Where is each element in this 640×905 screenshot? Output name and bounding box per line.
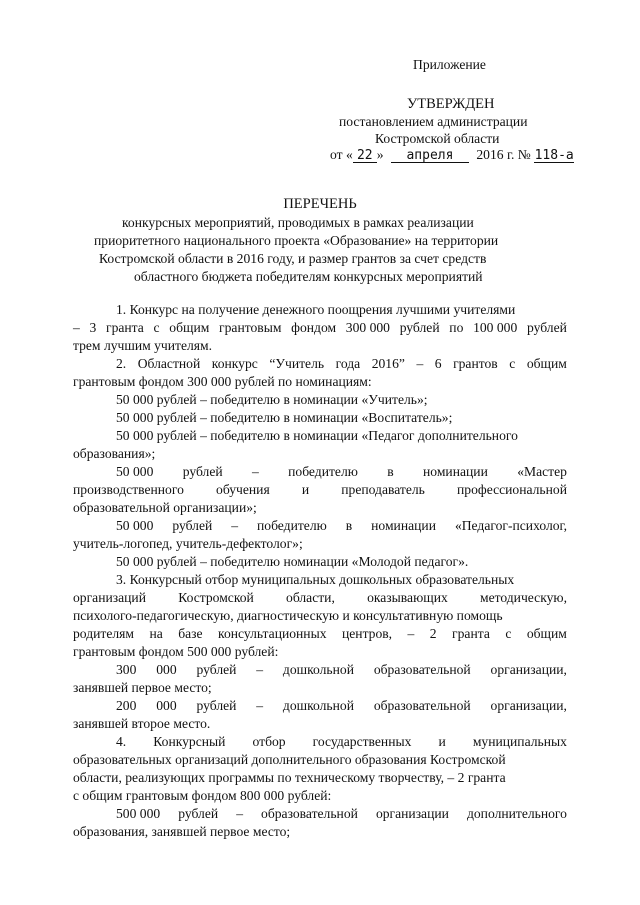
word: организации, [490,698,567,713]
word: Костромской [178,590,254,605]
date-month: апреля [391,149,469,163]
word: оказывающих [367,590,448,605]
word: профессиональной [457,482,567,497]
item-3-line-1: 3. Конкурсный отбор муниципальных дошкольных образовательных [116,572,515,587]
word: – [407,626,415,641]
item-1-line-1: 1. Конкурс на получение денежного поощрения лучшими учителями [116,302,516,317]
word: “Учитель [269,356,325,371]
item-4-grant-1-cont: образования, занявшей первое место; [73,824,291,839]
item-2-nom-3: 50 000 рублей – победителю в номинации «Педагог дополнительного [116,428,518,443]
decree-number: 118-а [534,148,574,163]
word: организации [375,806,449,821]
word: «Мастер [517,464,567,479]
word: рублей [196,662,237,677]
word: 300 000 [345,320,390,335]
word: гранта [452,626,490,641]
item-2-line-1 [116,355,567,372]
item-4-line-2: образовательных организаций дополнительного образования Костромской [73,752,506,767]
word: общим [169,320,210,335]
title-line-4: областного бюджета победителям конкурсных мероприятий [134,269,483,284]
word: на [149,626,163,641]
item-2-nom-5 [116,517,567,534]
date-prefix: от « [330,147,353,162]
word: в [345,518,353,533]
item-2-nom-4 [116,463,567,480]
word: 100 000 [473,320,518,335]
word: с [505,626,512,641]
item-3-grant-2 [116,697,567,714]
item-2-nom-4-cont-1 [73,481,567,498]
word: и [301,482,310,497]
word: «Педагог-психолог, [454,518,567,533]
word: Конкурсный [153,734,226,749]
title-line-1: конкурсных мероприятий, проводимых в рамках реализации [122,215,474,230]
word: образовательной [261,806,358,821]
word: 2 [429,626,437,641]
word: с [153,320,160,335]
word: номинации [423,464,488,479]
word: рублей [196,698,237,713]
word: Областной [137,356,201,371]
word: 2. [116,356,127,371]
word: рублей [182,464,223,479]
word: организаций [73,590,146,605]
word: рублей [526,320,567,335]
item-2-nom-6: 50 000 рублей – победителю номинации «Молодой педагог». [116,554,469,569]
word: – [73,320,80,335]
approved-label: УТВЕРЖДЕН [407,96,495,112]
word: с [509,356,516,371]
word: образовательной [373,662,471,677]
item-3-grant-1-cont: занявшей первое место; [73,680,212,695]
word: 000 [156,698,177,713]
word: и [438,734,446,749]
date-day-suffix: » [376,147,384,162]
item-2-nom-1: 50 000 рублей – победителю в номинации «Учитель»; [116,392,428,407]
item-1-line-2 [73,319,567,336]
word: 500 000 [116,806,161,821]
item-3-grant-1 [116,661,567,678]
word: фондом [291,320,337,335]
word: – [236,806,243,821]
word: года [335,356,361,371]
item-2-nom-5-cont: учитель-логопед, учитель-дефектолог»; [73,536,303,551]
item-4-grant-1 [116,805,567,822]
word: – [416,356,424,371]
word: 50 000 [116,464,154,479]
item-2-nom-3-cont: образования»; [73,446,156,461]
word: отбор [252,734,286,749]
item-2-line-2: грантовым фондом 300 000 рублей по номинациям: [73,374,372,389]
word: центров, [341,626,393,641]
word: образовательной [373,698,471,713]
item-3-grant-2-cont: занявшей второе место. [73,716,211,731]
item-3-line-5: грантовым фондом 500 000 рублей: [73,644,279,659]
word: рублей [172,518,213,533]
word: производственного [73,482,184,497]
title-line-3: Костромской области в 2016 году, и размер грантов за счет средств [99,251,487,266]
word: 4. [116,734,127,749]
appendix-label: Приложение [413,57,486,72]
title-line-2: приоритетного национального проекта «Образование» на территории [94,233,499,248]
word: грантов [453,356,498,371]
date-day: 22 [353,149,377,163]
item-3-line-3: психолого-педагогическую, диагностическую и консультативную помощь [73,608,503,623]
item-1-line-3: трем лучшим учителям. [73,338,213,353]
word: 300 [116,662,137,677]
word: обучения [216,482,270,497]
word: государственных [312,734,412,749]
word: дошкольной [282,698,354,713]
word: – [256,698,264,713]
word: победителю [288,464,358,479]
item-3-line-4 [73,625,567,642]
word: методическую, [479,590,567,605]
word: победителю [257,518,327,533]
word: – [231,518,239,533]
word: 3 [89,320,97,335]
region-label: Костромской области [375,131,500,146]
word: в [387,464,394,479]
date-line [330,146,574,163]
item-4-line-4: с общим грантовым фондом 800 000 рублей: [73,788,332,803]
word: по [449,320,464,335]
word: общим [526,626,567,641]
word: 50 000 [116,518,154,533]
word: – [251,464,259,479]
word: номинации [371,518,436,533]
document-title: ПЕРЕЧЕНЬ [283,196,357,212]
word: консультационных [218,626,327,641]
word: рублей [178,806,219,821]
word: общим [526,356,567,371]
word: дошкольной [282,662,354,677]
word: рублей [399,320,440,335]
item-2-nom-4-cont-2: образовательной организации»; [73,500,257,515]
word: – [256,662,264,677]
item-4-line-3: области, реализующих программы по техническому творчеству, – 2 гранта [73,770,506,785]
word: муниципальных [472,734,567,749]
word: дополнительного [466,806,567,821]
word: грантовым [219,320,282,335]
word: области, [286,590,335,605]
word: родителям [73,626,135,641]
item-3-line-2 [73,589,567,606]
word: 6 [434,356,442,371]
word: конкурс [211,356,258,371]
item-4-line-1 [116,733,567,750]
word: гранта [106,320,144,335]
date-year: 2016 г. № [476,147,531,162]
decree-label: постановлением администрации [339,114,528,129]
word: базе [178,626,203,641]
word: 2016” [371,356,405,371]
word: 000 [156,662,177,677]
word: 200 [116,698,137,713]
word: организации, [490,662,567,677]
word: преподаватель [341,482,425,497]
item-2-nom-2: 50 000 рублей – победителю в номинации «Воспитатель»; [116,410,453,425]
